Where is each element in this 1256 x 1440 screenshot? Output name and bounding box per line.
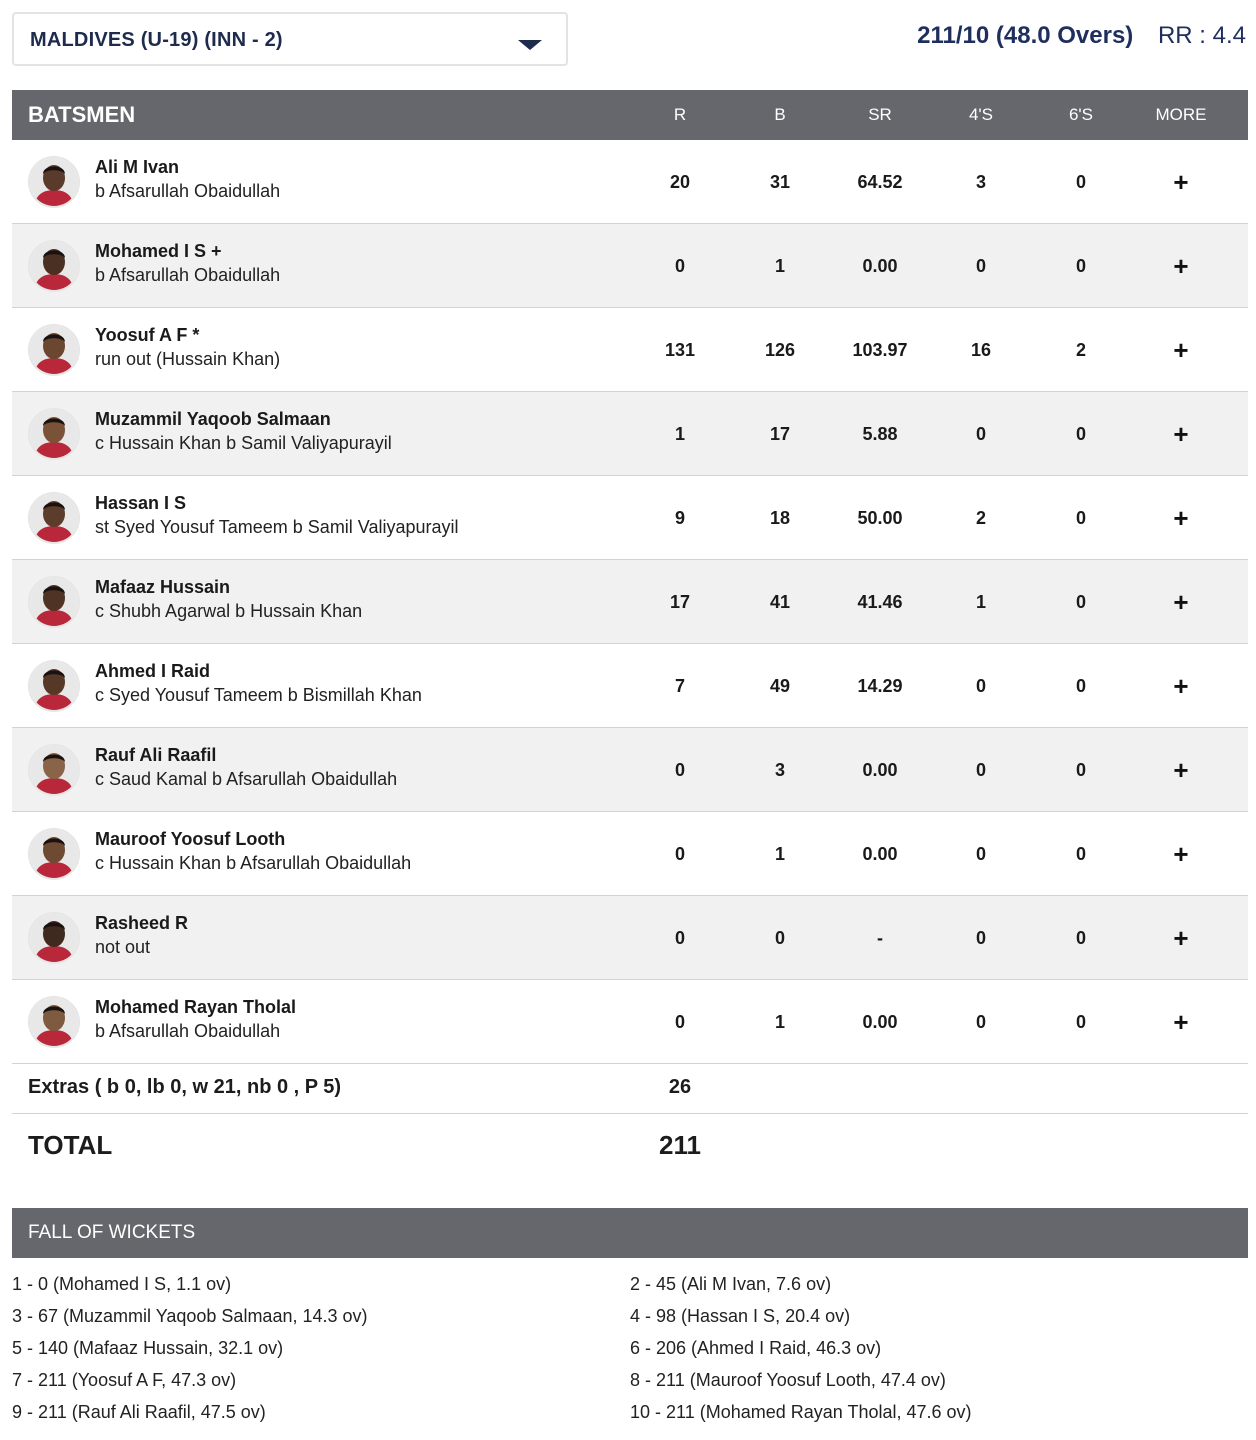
runs-cell: 0 bbox=[674, 760, 685, 780]
player-avatar bbox=[28, 660, 80, 712]
table-row bbox=[12, 980, 1248, 1064]
player-photo-icon bbox=[30, 998, 78, 1046]
fall-of-wicket-item: 6 - 206 (Ahmed I Raid, 46.3 ov) bbox=[630, 1338, 882, 1358]
sixes-cell: 0 bbox=[1075, 760, 1086, 780]
fall-of-wicket-item: 4 - 98 (Hassan I S, 20.4 ov) bbox=[630, 1306, 851, 1326]
balls-cell: 49 bbox=[769, 676, 791, 696]
expand-plus-icon[interactable]: + bbox=[1173, 503, 1189, 533]
runs-cell: 131 bbox=[664, 340, 696, 360]
player-photo-icon bbox=[30, 830, 78, 878]
table-row bbox=[12, 140, 1248, 224]
strike-rate-cell: 0.00 bbox=[862, 1012, 898, 1032]
fours-cell: 1 bbox=[975, 592, 986, 612]
sixes-cell: 0 bbox=[1075, 676, 1086, 696]
player-name[interactable]: Muzammil Yaqoob Salmaan bbox=[95, 409, 331, 429]
player-avatar bbox=[28, 324, 80, 376]
expand-plus-icon[interactable]: + bbox=[1173, 587, 1189, 617]
player-dismissal: b Afsarullah Obaidullah bbox=[95, 265, 281, 285]
header-sixes: 6'S bbox=[1068, 105, 1094, 124]
strike-rate-cell: 0.00 bbox=[862, 844, 898, 864]
table-row bbox=[12, 896, 1248, 980]
fall-of-wickets-header bbox=[12, 1208, 1248, 1258]
player-photo-icon bbox=[30, 326, 78, 374]
extras-value: 26 bbox=[668, 1076, 692, 1098]
header-fours: 4'S bbox=[968, 105, 994, 124]
header-more: MORE bbox=[1155, 105, 1207, 124]
expand-plus-icon[interactable]: + bbox=[1173, 671, 1189, 701]
extras-label: Extras ( b 0, lb 0, w 21, nb 0 , P 5) bbox=[28, 1076, 342, 1098]
player-dismissal: b Afsarullah Obaidullah bbox=[95, 1021, 281, 1041]
player-name[interactable]: Mohamed Rayan Tholal bbox=[95, 997, 297, 1017]
scorecard-header bbox=[12, 90, 1248, 140]
player-dismissal: not out bbox=[95, 937, 151, 957]
runs-cell: 9 bbox=[674, 508, 685, 528]
sixes-cell: 0 bbox=[1075, 928, 1086, 948]
fours-cell: 0 bbox=[975, 256, 986, 276]
runs-cell: 7 bbox=[674, 676, 685, 696]
player-avatar bbox=[28, 828, 80, 880]
strike-rate-cell: 64.52 bbox=[857, 172, 903, 192]
table-row bbox=[12, 308, 1248, 392]
player-dismissal: c Saud Kamal b Afsarullah Obaidullah bbox=[95, 769, 398, 789]
player-name[interactable]: Mohamed I S + bbox=[95, 241, 222, 261]
fours-cell: 0 bbox=[975, 928, 986, 948]
sixes-cell: 0 bbox=[1075, 424, 1086, 444]
fall-of-wicket-item: 1 - 0 (Mohamed I S, 1.1 ov) bbox=[12, 1274, 232, 1294]
extras-row bbox=[12, 1064, 1248, 1114]
sixes-cell: 0 bbox=[1075, 592, 1086, 612]
strike-rate-cell: 0.00 bbox=[862, 256, 898, 276]
player-avatar bbox=[28, 996, 80, 1048]
player-avatar bbox=[28, 744, 80, 796]
fours-cell: 0 bbox=[975, 676, 986, 696]
fall-of-wicket-item: 3 - 67 (Muzammil Yaqoob Salmaan, 14.3 ov) bbox=[12, 1306, 368, 1326]
fall-of-wicket-item: 10 - 211 (Mohamed Rayan Tholal, 47.6 ov) bbox=[630, 1402, 972, 1422]
table-row bbox=[12, 644, 1248, 728]
fall-of-wicket-item: 8 - 211 (Mauroof Yoosuf Looth, 47.4 ov) bbox=[630, 1370, 946, 1390]
strike-rate-cell: 14.29 bbox=[857, 676, 903, 696]
strike-rate-cell: 5.88 bbox=[862, 424, 898, 444]
sixes-cell: 0 bbox=[1075, 508, 1086, 528]
player-photo-icon bbox=[30, 410, 78, 458]
expand-plus-icon[interactable]: + bbox=[1173, 839, 1189, 869]
total-label: TOTAL bbox=[28, 1130, 113, 1160]
balls-cell: 18 bbox=[769, 508, 791, 528]
fall-of-wicket-item: 9 - 211 (Rauf Ali Raafil, 47.5 ov) bbox=[12, 1402, 266, 1422]
sixes-cell: 0 bbox=[1075, 1012, 1086, 1032]
chevron-down-icon bbox=[518, 40, 542, 50]
table-row bbox=[12, 812, 1248, 896]
sixes-cell: 2 bbox=[1075, 340, 1086, 360]
player-name[interactable]: Rauf Ali Raafil bbox=[95, 745, 217, 765]
sixes-cell: 0 bbox=[1075, 256, 1086, 276]
player-avatar bbox=[28, 240, 80, 292]
player-dismissal: c Hussain Khan b Samil Valiyapurayil bbox=[95, 433, 392, 453]
innings-score: 211/10 (48.0 Overs) bbox=[917, 22, 1134, 49]
player-avatar bbox=[28, 492, 80, 544]
runs-cell: 1 bbox=[674, 424, 685, 444]
balls-cell: 3 bbox=[774, 760, 785, 780]
expand-plus-icon[interactable]: + bbox=[1173, 1007, 1189, 1037]
player-photo-icon bbox=[30, 494, 78, 542]
player-dismissal: st Syed Yousuf Tameem b Samil Valiyapurayil bbox=[95, 517, 459, 537]
strike-rate-cell: 0.00 bbox=[862, 760, 898, 780]
runs-cell: 0 bbox=[674, 928, 685, 948]
fall-of-wicket-item: 2 - 45 (Ali M Ivan, 7.6 ov) bbox=[630, 1274, 832, 1294]
table-row bbox=[12, 560, 1248, 644]
table-row bbox=[12, 476, 1248, 560]
player-photo-icon bbox=[30, 746, 78, 794]
score-summary bbox=[917, 22, 1246, 50]
expand-plus-icon[interactable]: + bbox=[1173, 755, 1189, 785]
player-photo-icon bbox=[30, 914, 78, 962]
player-dismissal: c Hussain Khan b Afsarullah Obaidullah bbox=[95, 853, 412, 873]
player-avatar bbox=[28, 576, 80, 628]
batting-scorecard bbox=[12, 90, 1248, 1176]
header-runs: R bbox=[673, 105, 687, 124]
runs-cell: 0 bbox=[674, 256, 685, 276]
header-balls: B bbox=[774, 105, 786, 124]
innings-dropdown-value: MALDIVES (U-19) (INN - 2) bbox=[30, 29, 283, 51]
player-name[interactable]: Mauroof Yoosuf Looth bbox=[95, 829, 286, 849]
player-photo-icon bbox=[30, 578, 78, 626]
player-dismissal: c Syed Yousuf Tameem b Bismillah Khan bbox=[95, 685, 422, 705]
fours-cell: 16 bbox=[970, 340, 992, 360]
strike-rate-cell: - bbox=[877, 928, 883, 948]
balls-cell: 126 bbox=[764, 340, 796, 360]
balls-cell: 1 bbox=[774, 256, 785, 276]
balls-cell: 1 bbox=[774, 1012, 785, 1032]
strike-rate-cell: 41.46 bbox=[857, 592, 903, 612]
expand-plus-icon[interactable]: + bbox=[1173, 923, 1189, 953]
runs-cell: 0 bbox=[674, 844, 685, 864]
innings-dropdown[interactable] bbox=[12, 12, 568, 66]
fours-cell: 3 bbox=[975, 172, 986, 192]
player-photo-icon bbox=[30, 662, 78, 710]
player-name[interactable]: Yoosuf A F * bbox=[95, 325, 200, 345]
player-avatar bbox=[28, 156, 80, 208]
fours-cell: 0 bbox=[975, 424, 986, 444]
player-avatar bbox=[28, 912, 80, 964]
player-photo-icon bbox=[30, 242, 78, 290]
player-dismissal: b Afsarullah Obaidullah bbox=[95, 181, 281, 201]
sixes-cell: 0 bbox=[1075, 172, 1086, 192]
expand-plus-icon[interactable]: + bbox=[1173, 167, 1189, 197]
total-row bbox=[12, 1114, 1248, 1176]
fours-cell: 2 bbox=[975, 508, 986, 528]
fall-of-wicket-item: 5 - 140 (Mafaaz Hussain, 32.1 ov) bbox=[12, 1338, 284, 1358]
player-name[interactable]: Ahmed I Raid bbox=[95, 661, 211, 681]
fours-cell: 0 bbox=[975, 844, 986, 864]
strike-rate-cell: 50.00 bbox=[857, 508, 903, 528]
fall-of-wicket-item: 7 - 211 (Yoosuf A F, 47.3 ov) bbox=[12, 1370, 237, 1390]
balls-cell: 41 bbox=[769, 592, 791, 612]
batsmen-rows bbox=[12, 140, 1248, 1064]
table-row bbox=[12, 392, 1248, 476]
fours-cell: 0 bbox=[975, 760, 986, 780]
header-strike-rate: SR bbox=[868, 105, 892, 124]
expand-plus-icon[interactable]: + bbox=[1173, 251, 1189, 281]
player-dismissal: c Shubh Agarwal b Hussain Khan bbox=[95, 601, 363, 621]
total-value: 211 bbox=[659, 1130, 701, 1160]
player-name[interactable]: Ali M Ivan bbox=[95, 157, 180, 177]
balls-cell: 1 bbox=[774, 844, 785, 864]
table-row bbox=[12, 224, 1248, 308]
strike-rate-cell: 103.97 bbox=[852, 340, 908, 360]
balls-cell: 17 bbox=[769, 424, 791, 444]
expand-plus-icon[interactable]: + bbox=[1173, 335, 1189, 365]
player-name[interactable]: Hassan I S bbox=[95, 493, 187, 513]
runs-cell: 17 bbox=[669, 592, 691, 612]
player-dismissal: run out (Hussain Khan) bbox=[95, 349, 281, 369]
run-rate: RR : 4.4 bbox=[1157, 22, 1246, 49]
fall-of-wickets-title: FALL OF WICKETS bbox=[28, 1222, 196, 1243]
player-photo-icon bbox=[30, 158, 78, 206]
runs-cell: 20 bbox=[669, 172, 691, 192]
fours-cell: 0 bbox=[975, 1012, 986, 1032]
player-avatar bbox=[28, 408, 80, 460]
sixes-cell: 0 bbox=[1075, 844, 1086, 864]
balls-cell: 0 bbox=[774, 928, 785, 948]
table-row bbox=[12, 728, 1248, 812]
player-name[interactable]: Rasheed R bbox=[95, 913, 189, 933]
innings-bar bbox=[0, 0, 1256, 80]
expand-plus-icon[interactable]: + bbox=[1173, 419, 1189, 449]
header-batsmen: BATSMEN bbox=[28, 102, 136, 127]
player-name[interactable]: Mafaaz Hussain bbox=[95, 577, 231, 597]
runs-cell: 0 bbox=[674, 1012, 685, 1032]
balls-cell: 31 bbox=[769, 172, 791, 192]
